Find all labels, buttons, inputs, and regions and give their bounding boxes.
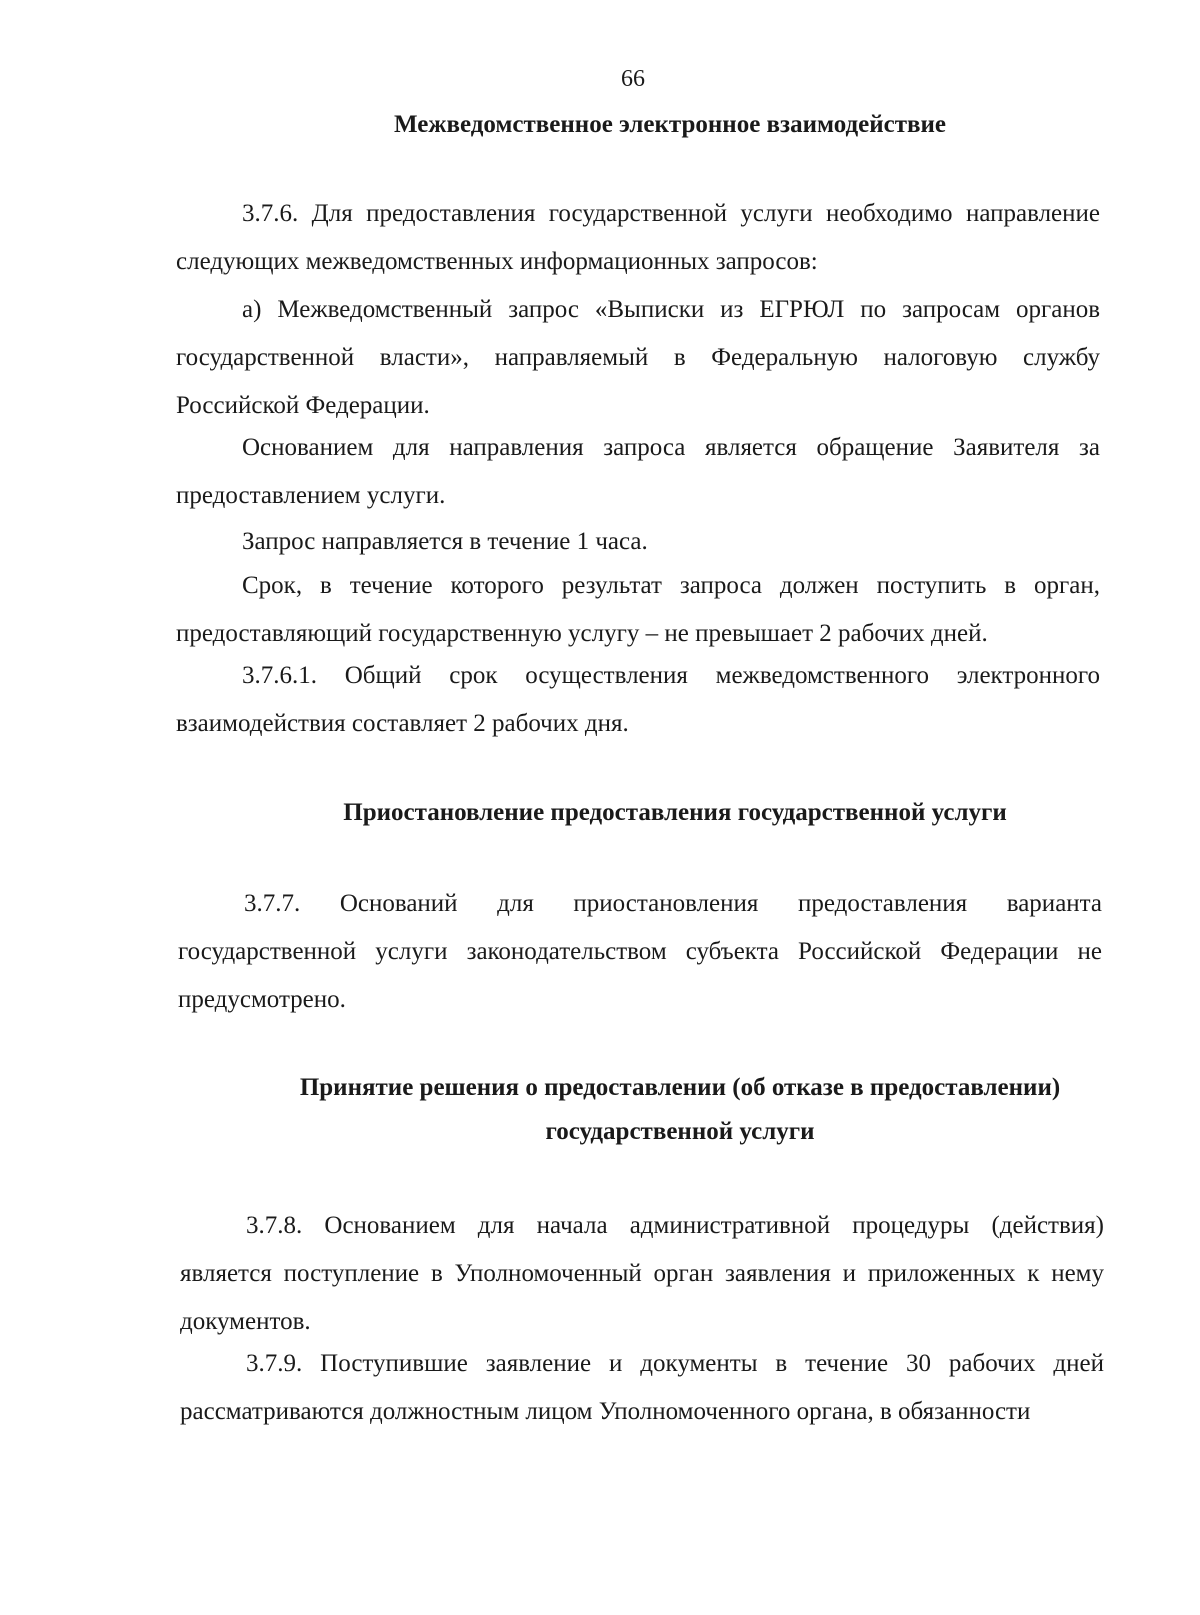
paragraph-request-a: а) Межведомственный запрос «Выписки из ЕГРЮЛ по запросам органов государственной власти», направляемый в Федеральную налоговую службу Российской Федерации. — [176, 296, 1100, 419]
paragraph-3-7-6: 3.7.6. Для предоставления государственной услуги необходимо направление следующих межведомственных информационных запросов: — [176, 200, 1100, 275]
page-number: 66 — [621, 66, 645, 92]
section-heading-suspension: Приостановление предоставления государственной услуги — [343, 799, 1007, 826]
section-heading-decision: Принятие решения о предоставлении (об отказе в предоставлении) государственной услуги — [299, 1074, 1061, 1145]
paragraph-request-timing: Запрос направляется в течение 1 часа. — [242, 528, 648, 555]
paragraph-3-7-9: 3.7.9. Поступившие заявление и документы в течение 30 рабочих дней рассматриваются должностным лицом Уполномоченного органа, в обязанности — [180, 1350, 1104, 1425]
paragraph-request-basis: Основанием для направления запроса является обращение Заявителя за предоставлением услуги. — [176, 434, 1100, 509]
paragraph-3-7-8: 3.7.8. Основанием для начала административной процедуры (действия) является поступление в Уполномоченный орган заявления и приложенных к нему документов. — [180, 1212, 1104, 1335]
paragraph-3-7-7: 3.7.7. Оснований для приостановления предоставления варианта государственной услуги законодательством субъекта Российской Федерации не предусмотрено. — [178, 890, 1102, 1013]
paragraph-response-deadline: Срок, в течение которого результат запроса должен поступить в орган, предоставляющий государственную услугу – не превышает 2 рабочих дней. — [176, 572, 1100, 647]
section-heading-interagency: Межведомственное электронное взаимодействие — [393, 111, 947, 138]
paragraph-3-7-6-1: 3.7.6.1. Общий срок осуществления межведомственного электронного взаимодействия составляет 2 рабочих дня. — [176, 662, 1100, 737]
